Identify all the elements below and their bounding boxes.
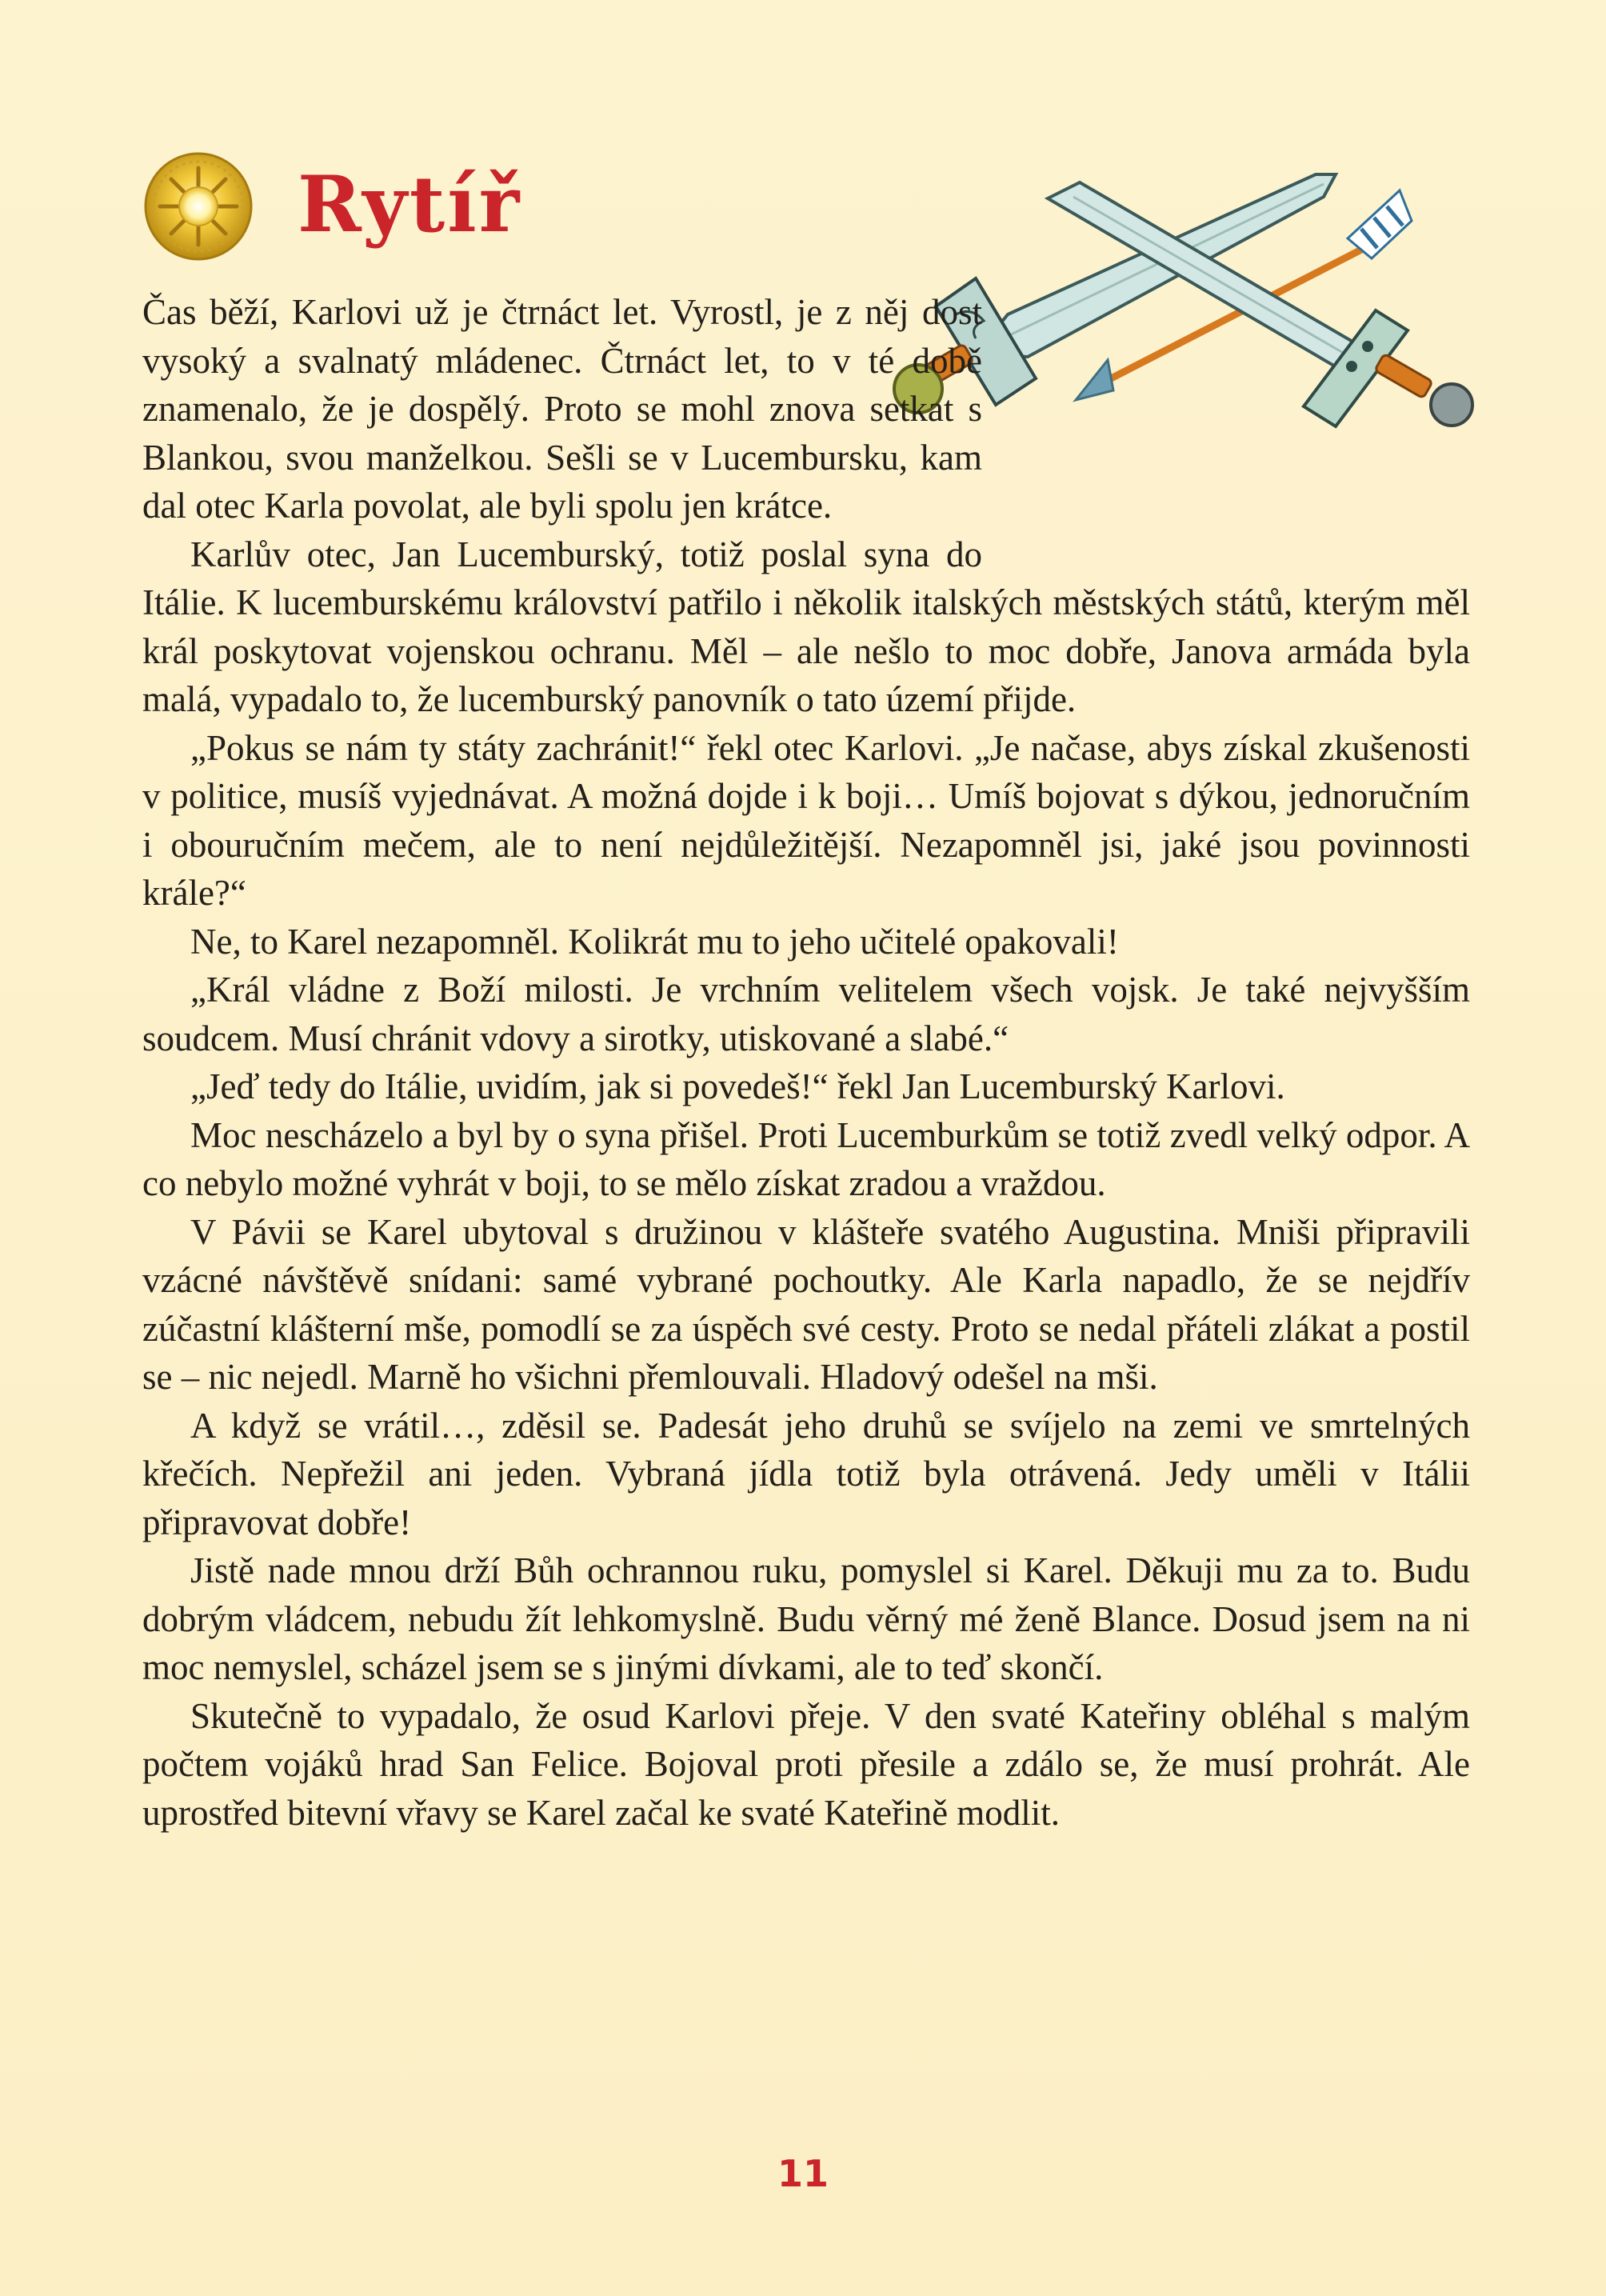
paragraph: A když se vrátil…, zděsil se. Padesát jeho druhů se svíjelo na zemi ve smrtelných křečích. Nepřežil ani jeden. Vybraná jídla totiž byla otrávená. Jedy uměli v Itálii připravovat dobře! — [142, 1405, 1470, 1542]
paragraph: Ne, to Karel nezapomněl. Kolikrát mu to jeho učitelé opakovali! — [190, 921, 1119, 962]
paragraph: „Jeď tedy do Itálie, uvidím, jak si povedeš!“ řekl Jan Lucemburský Karlovi. — [190, 1066, 1285, 1106]
paragraph: „Král vládne z Boží milosti. Je vrchním velitelem všech vojsk. Je také nejvyšším soudcem. Musí chránit vdovy a sirotky, utiskované a slabé.“ — [142, 970, 1470, 1058]
paragraph: Čas běží, Karlovi už je čtrnáct let. Vyrostl, je z něj dost vysoký a svalnatý mládenec. Čtrnáct let, to v té době znamenalo, že je dospělý. Proto se mohl znova setkat s Blankou, svou manželkou. Sešli se v Lucembursku, kam dal otec Karla povolat, ale byli spolu jen krátce. — [142, 292, 982, 526]
paragraph: „Pokus se nám ty státy zachránit!“ řekl otec Karlovi. „Je načase, abys získal zkušenosti v politice, musíš vyjednávat. A možná dojde i k boji… Umíš bojovat s dýkou, jednoručním i obouručním mečem, ale to není nejdůležitější. Nezapomněl jsi, jaké jsou povinnosti krále?“ — [142, 727, 1470, 913]
illustration-space — [982, 272, 1470, 566]
chapter-title: Rytíř — [298, 159, 522, 250]
paragraph: Karlův otec, Jan Lucemburský, totiž poslal syna do Itálie. K lucemburskému království patřilo i několik italských městských států, kterým měl král poskytovat vojenskou ochranu. Měl – ale nešlo to moc dobře, Janova armáda byla malá, vypadalo to, že lucemburský panovník o tato území přijde. — [142, 534, 1470, 719]
story-text — [142, 288, 1470, 1837]
page-number: 11 — [777, 2152, 829, 2195]
paragraph: Jistě nade mnou drží Bůh ochrannou ruku, pomyslel si Karel. Děkuji mu za to. Budu dobrým vládcem, nebudu žít lehkomyslně. Budu věrný mé ženě Blance. Dosud jsem na ni moc nemyslel, scházel jsem se s jinými dívkami, ale to teď skončí. — [142, 1550, 1470, 1687]
paragraph: Moc nescházelo a byl by o syna přišel. Proti Lucemburkům se totiž zvedl velký odpor. A co nebylo možné vyhrát v boji, to se mělo získat zradou a vraždou. — [142, 1114, 1470, 1203]
paragraph: Skutečně to vypadalo, že osud Karlovi přeje. V den svaté Kateřiny obléhal s malým počtem vojáků hrad San Felice. Bojoval proti přesile a zdálo se, že musí prohrát. Ale uprostřed bitevní vřavy se Karel začal ke svaté Kateřině modlit. — [142, 1695, 1470, 1833]
golden-sun-medallion-icon — [142, 150, 254, 262]
paragraph: V Pávii se Karel ubytoval s družinou v klášteře svatého Augustina. Mniši připravili vzácné návštěvě snídani: samé vybrané pochoutky. Ale Karla napadlo, že se nejdřív zúčastní klášterní mše, pomodlí se za úspěch své cesty. Proto se nedal přáteli zlákat a postil se – nic nejedl. Marně ho všichni přemlouvali. Hladový odešel na mši. — [142, 1211, 1470, 1397]
